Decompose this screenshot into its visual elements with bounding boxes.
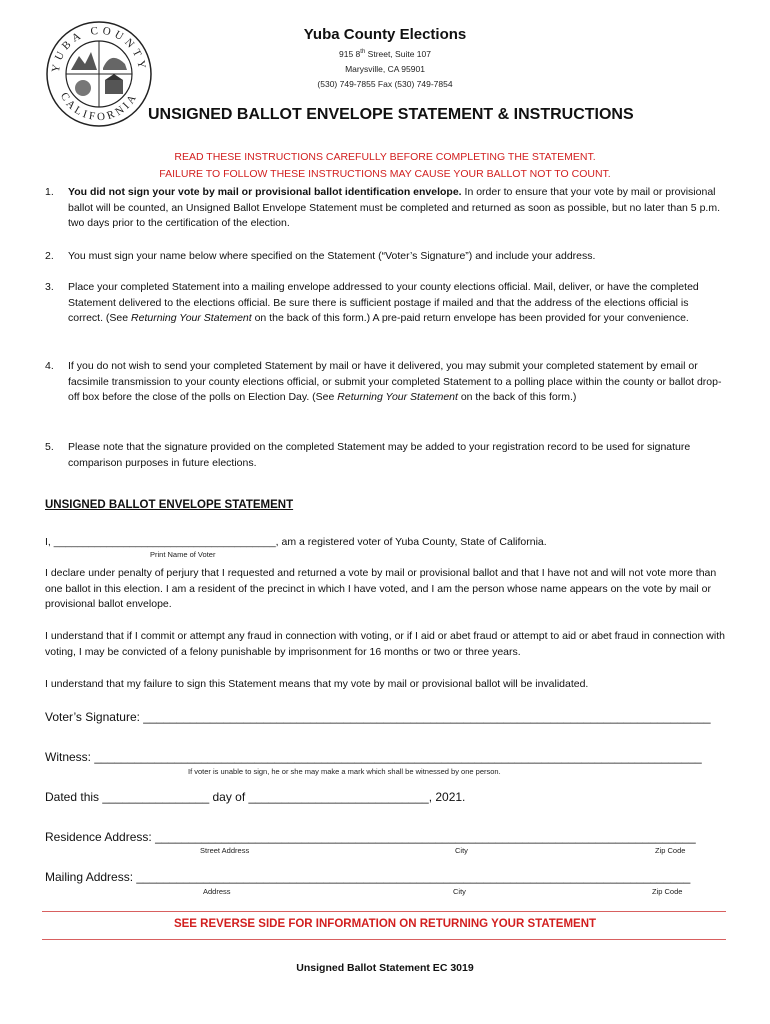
instruction-2: 2. You must sign your name below where specified on the Statement (“Voter’s Signature”) and include your address. [45, 250, 596, 262]
residence-address-field[interactable]: Residence Address: _________________________________________________________________________________ [45, 830, 696, 844]
declaration-paragraph: I declare under penalty of perjury that I requested and returned a vote by mail or provisional ballot and that I have not and will not vote more than one ballot in this election. I am a resident of the precinct in which I have voted, and I am the person whose name appears on the vote by mail or provisional ballot envelope. [45, 567, 717, 610]
warning-line-2: FAILURE TO FOLLOW THESE INSTRUCTIONS MAY CAUSE YOUR BALLOT NOT TO COUNT. [159, 168, 611, 180]
mailing-city-label: City [453, 887, 466, 896]
instruction-1: 1. You did not sign your vote by mail or provisional ballot identification envelope. In order to ensure that your vote by mail or provisional ballot will be counted, an Unsigned Ballot Envelope Statement must be completed and returned as soon as possible, but no later than 5 p.m. two days prior to the certification of the election. [45, 186, 720, 229]
notice-rule-bottom [42, 939, 726, 940]
mailing-address-label: Address [203, 887, 231, 896]
warning-line-1: READ THESE INSTRUCTIONS CAREFULLY BEFORE COMPLETING THE STATEMENT. [174, 151, 596, 163]
instruction-4: 4. If you do not wish to send your completed Statement by mail or have it delivered, you may submit your completed statement by email or facsimile transmission to your county elections official, or submit your completed Statement to a polling place within the county or ballot drop-off box before the close of the polls on Election Day. (See Returning Your Statement on the back of this form.) [45, 360, 722, 403]
seal-top-text: YUBA COUNTY [49, 24, 149, 74]
witness-field[interactable]: Witness: ___________________________________________________________________________________________ [45, 750, 702, 764]
notice-rule-top [42, 911, 726, 912]
statement-title: UNSIGNED BALLOT ENVELOPE STATEMENT [45, 499, 294, 511]
fraud-paragraph: I understand that if I commit or attempt any fraud in connection with voting, or if I aid or abet fraud or attempt to aid or abet fraud in connection with voting, I may be convicted of a felony punishable by imprisonment for 16 months or two or three years. [45, 630, 725, 658]
city-line: Marysville, CA 95901 [345, 64, 425, 74]
form-footer: Unsigned Ballot Statement EC 3019 [296, 962, 474, 974]
residence-city-label: City [455, 846, 468, 855]
page-title: UNSIGNED BALLOT ENVELOPE STATEMENT & INSTRUCTIONS [148, 106, 634, 123]
seal-bottom-text: CALIFORNIA [57, 90, 141, 124]
instruction-5: 5. Please note that the signature provided on the completed Statement may be added to your registration record to be used for signature comparison purposes in future elections. [45, 441, 691, 469]
street-address: 915 8th Street, Suite 107 [339, 49, 431, 59]
print-name-label: Print Name of Voter [150, 550, 216, 559]
mailing-address-field[interactable]: Mailing Address: ___________________________________________________________________________________ [45, 870, 691, 884]
residence-zip-label: Zip Code [655, 846, 686, 855]
dated-field[interactable]: Dated this ________________ day of ___________________________, 2021. [45, 790, 466, 804]
residence-street-label: Street Address [200, 846, 250, 855]
mailing-zip-label: Zip Code [652, 887, 683, 896]
witness-note: If voter is unable to sign, he or she may make a mark which shall be witnessed by one person. [188, 767, 501, 776]
reverse-side-notice: SEE REVERSE SIDE FOR INFORMATION ON RETURNING YOUR STATEMENT [173, 918, 597, 930]
instruction-3: 3. Place your completed Statement into a mailing envelope addressed to your county elections official. Mail, deliver, or have the completed Statement delivered to the elections official. Be sure there is sufficient postage if mailed and that the address of the elections official is correct. (See Returning Your Statement on the back of this form.) A pre-paid return envelope has been provided for your convenience. [45, 281, 699, 324]
invalidation-paragraph: I understand that my failure to sign this Statement means that my vote by mail or provisional ballot will be invalidated. [45, 678, 589, 690]
phone-line: (530) 749-7855 Fax (530) 749-7854 [317, 79, 453, 89]
org-name: Yuba County Elections [303, 26, 467, 43]
voter-name-line[interactable]: I, ______________________________________, am a registered voter of Yuba County, State of California. [45, 536, 547, 548]
voter-signature-field[interactable]: Voter’s Signature: _____________________________________________________________________________________ [45, 710, 711, 724]
